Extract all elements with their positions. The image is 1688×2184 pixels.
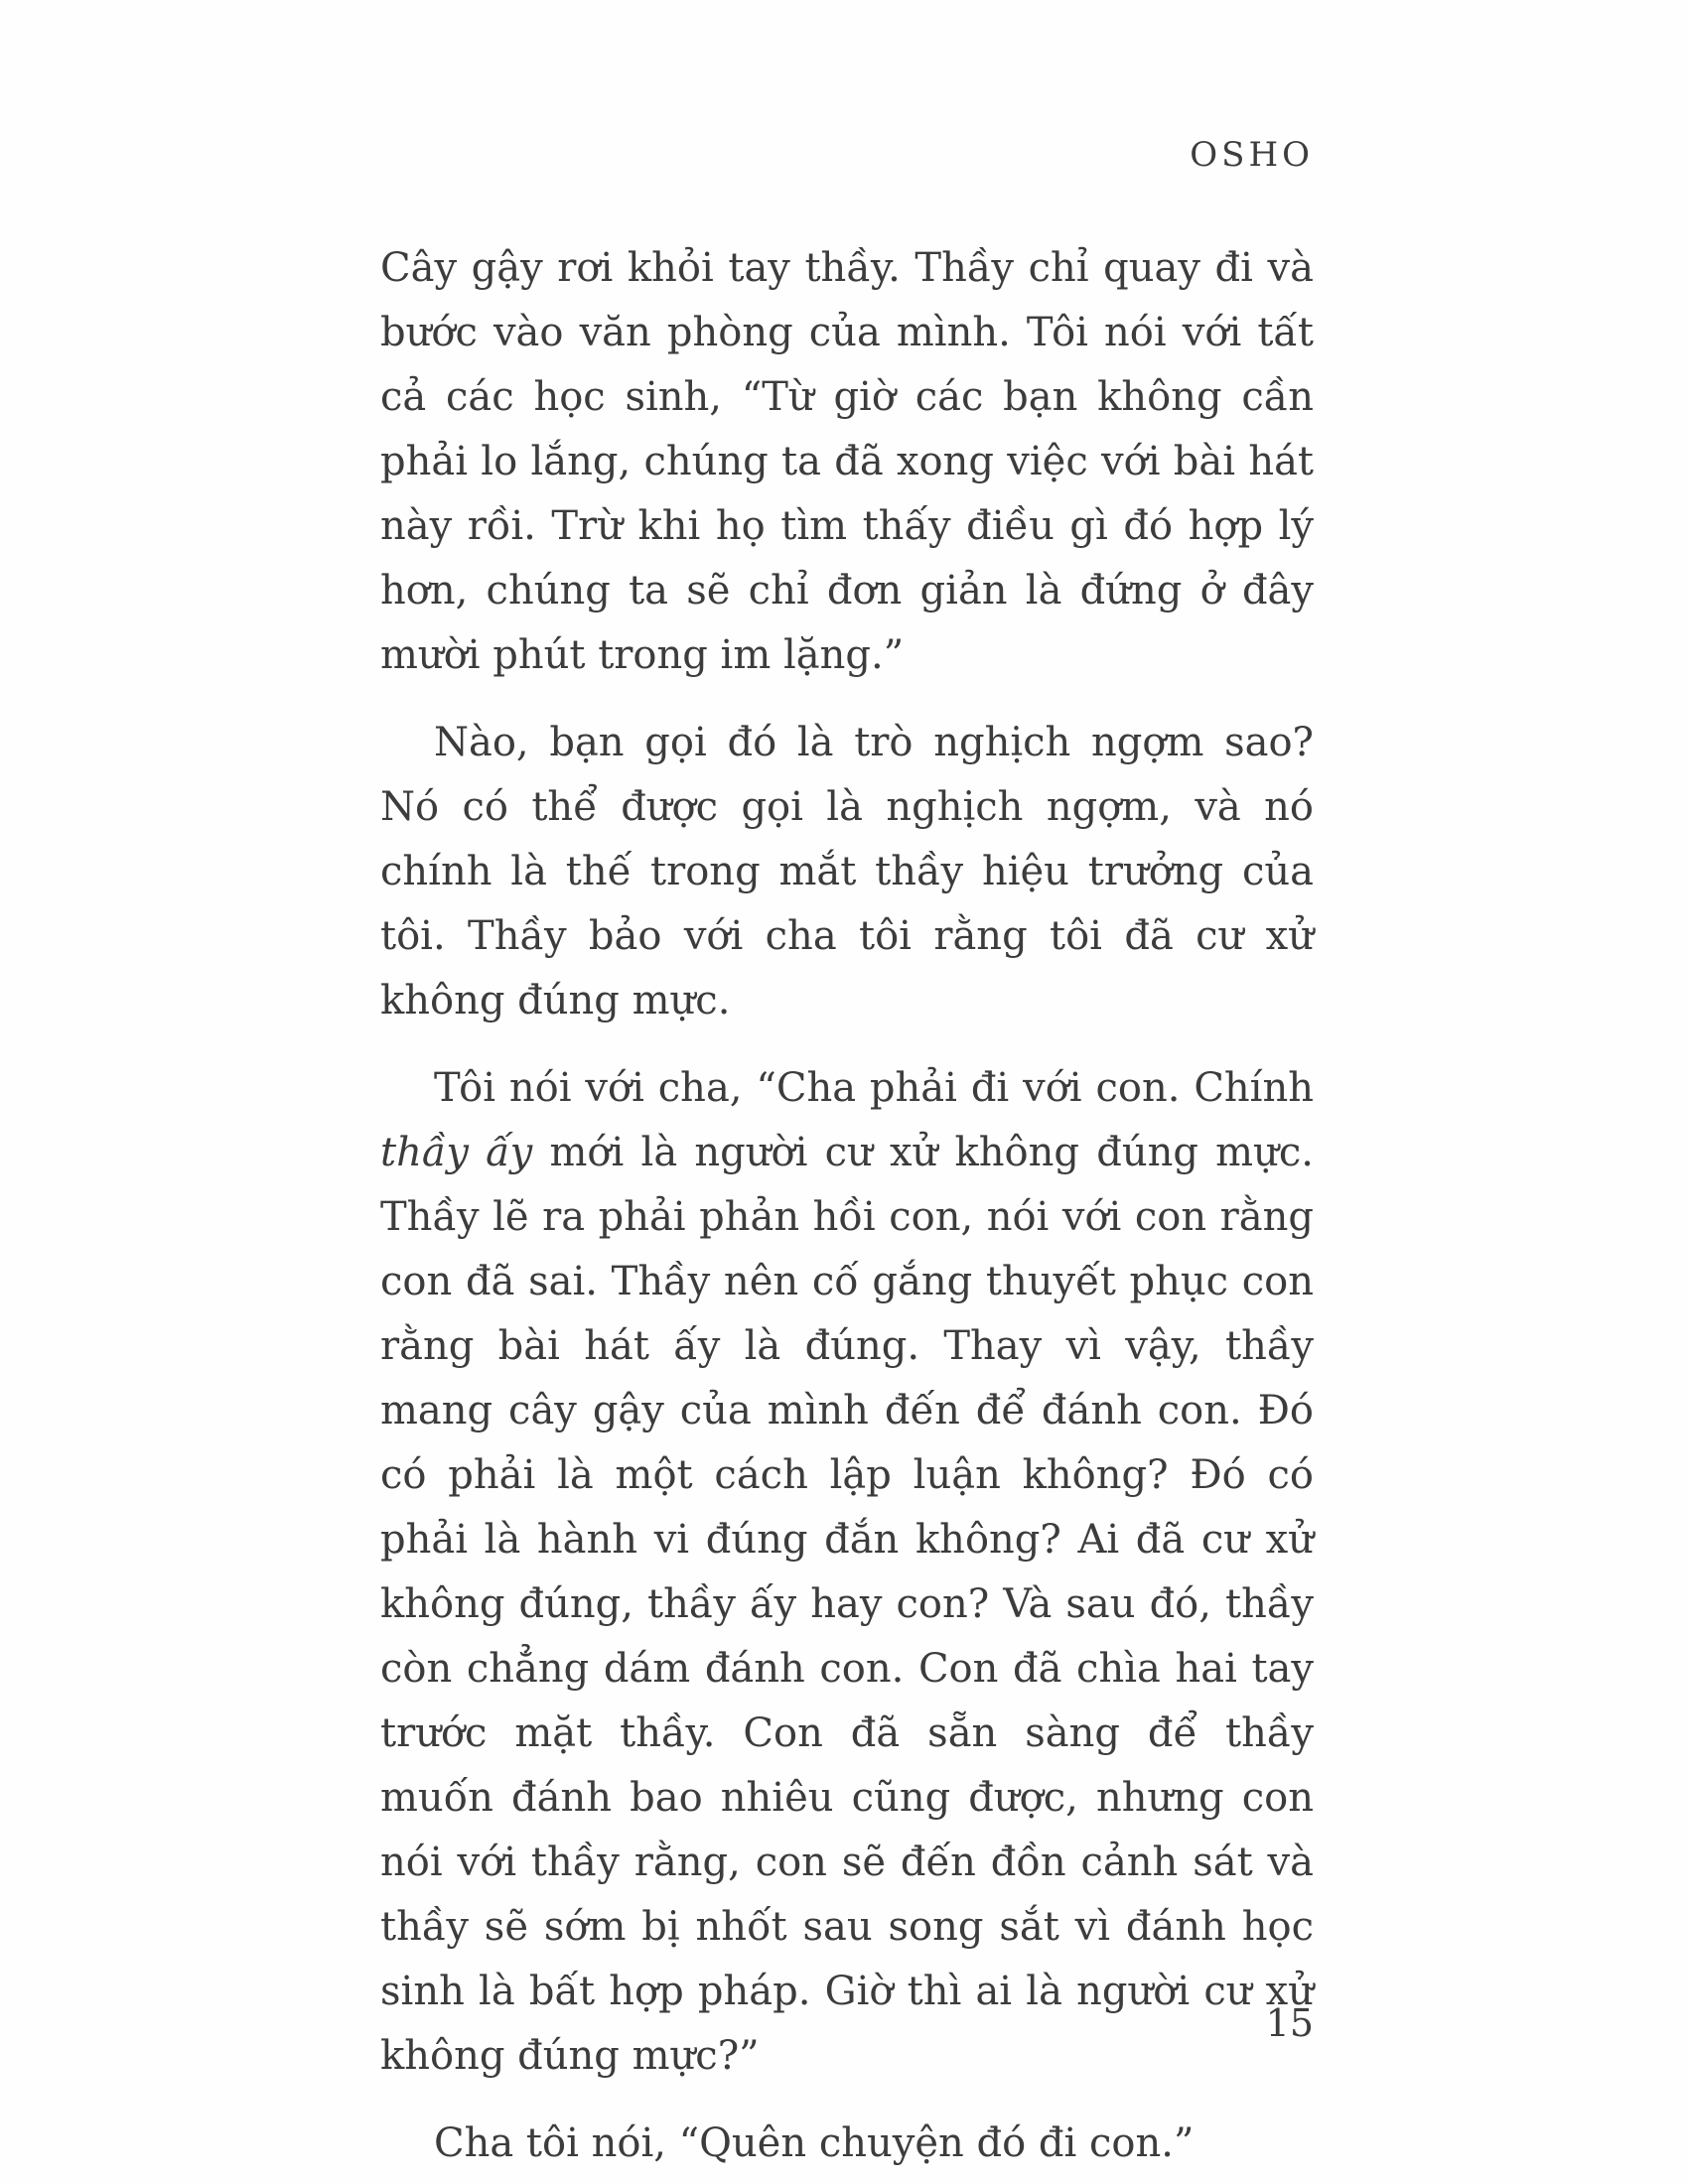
text-run: Nào, bạn gọi đó là trò nghịch ngợm sao? Nó có thể được gọi là nghịch ngợm, và nó chính là thế trong mắt thầy hiệu trưởng của tôi. Thầy bảo với cha tôi rằng tôi đã cư xử không đúng mực. <box>380 720 1314 1024</box>
body-text <box>380 236 1314 2184</box>
paragraph <box>380 2112 1314 2176</box>
text-run: mới là người cư xử không đúng mực. Thầy lẽ ra phải phản hồi con, nói với con rằng con đã sai. Thầy nên cố gắng thuyết phục con rằng bài hát ấy là đúng. Thay vì vậy, thầy mang cây gậy của mình đến để đánh con. Đó có phải là một cách lập luận không? Đó có phải là hành vi đúng đắn không? Ai đã cư xử không đúng, thầy ấy hay con? Và sau đó, thầy còn chẳng dám đánh con. Con đã chìa hai tay trước mặt thầy. Con đã sẵn sàng để thầy muốn đánh bao nhiêu cũng được, nhưng con nói với thầy rằng, con sẽ đến đồn cảnh sát và thầy sẽ sớm bị nhốt sau song sắt vì đánh học sinh là bất hợp pháp. Giờ thì ai là người cư xử không đúng mực?” <box>380 1130 1314 2079</box>
text-run: Cha tôi nói, “Quên chuyện đó đi con.” <box>434 2120 1195 2166</box>
text-run: Cây gậy rơi khỏi tay thầy. Thầy chỉ quay đi và bước vào văn phòng của mình. Tôi nói với tất cả các học sinh, “Từ giờ các bạn không cần phải lo lắng, chúng ta đã xong việc với bài hát này rồi. Trừ khi họ tìm thấy điều gì đó hợp lý hơn, chúng ta sẽ chỉ đơn giản là đứng ở đây mười phút trong im lặng.” <box>380 245 1314 678</box>
paragraph <box>380 236 1314 688</box>
paragraph <box>380 1056 1314 2089</box>
italic-text-run: thầy ấy <box>380 1130 533 1175</box>
running-header: OSHO <box>1190 135 1314 175</box>
text-run: Tôi nói với cha, “Cha phải đi với con. Chính <box>434 1065 1314 1111</box>
paragraph <box>380 711 1314 1033</box>
page-number: 15 <box>1265 2001 1314 2045</box>
